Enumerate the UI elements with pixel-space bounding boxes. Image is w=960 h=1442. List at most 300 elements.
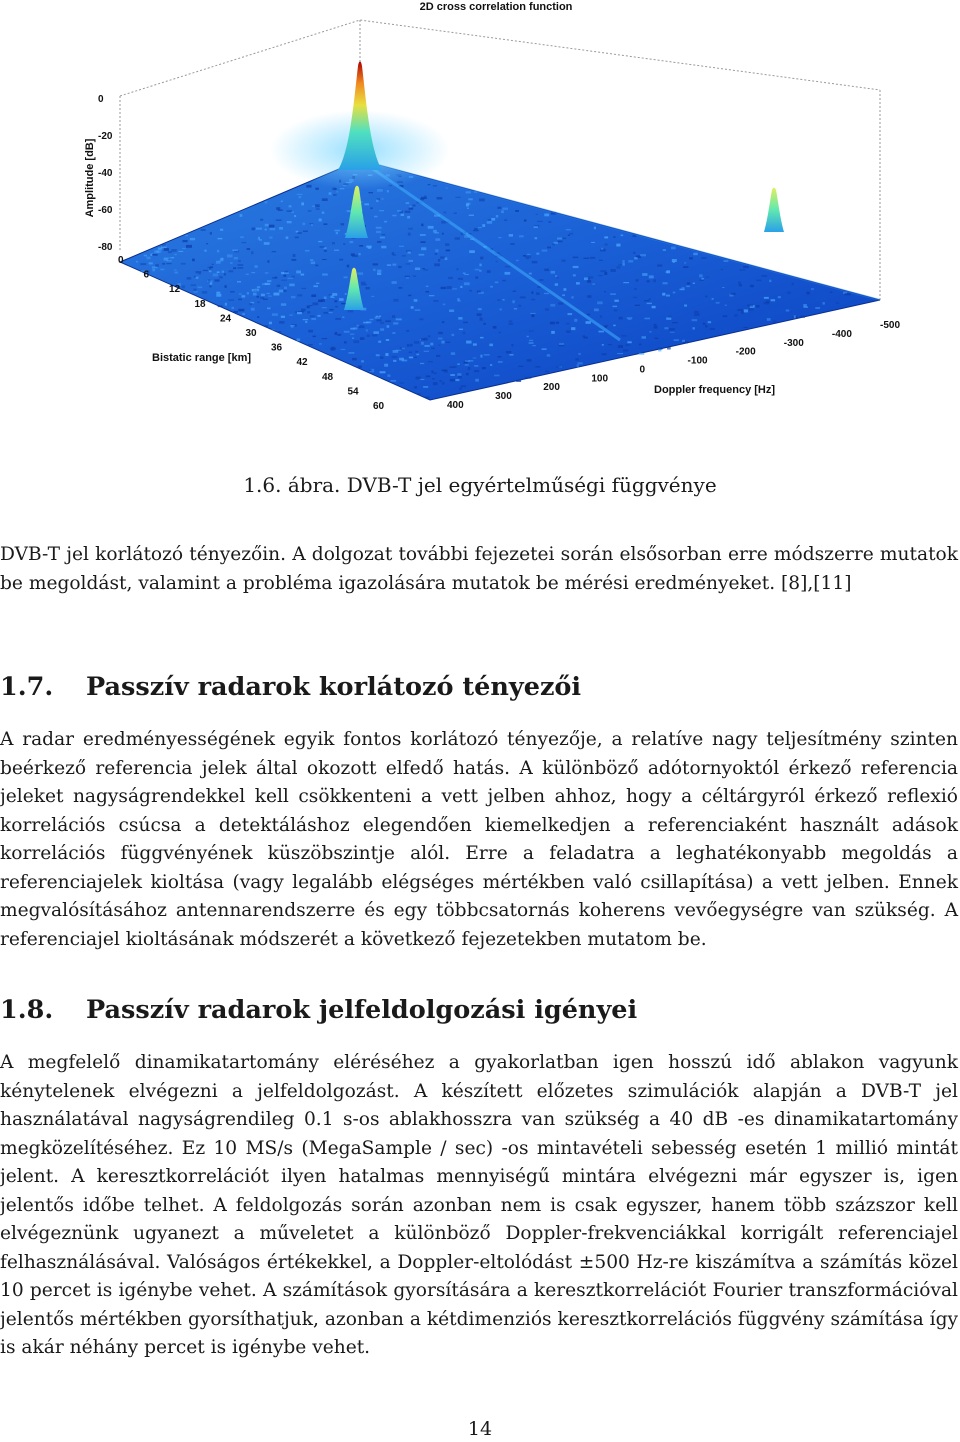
surface-noise [297,194,303,195]
surface-noise [335,306,338,308]
surface-noise [525,377,528,379]
surface-noise [269,225,275,228]
surface-noise [272,313,278,316]
surface-noise [562,294,565,296]
surface-noise [382,198,384,199]
surface-noise [520,296,526,298]
surface-noise [392,332,395,333]
surface-noise [706,277,709,278]
surface-noise [348,352,354,354]
surface-noise [480,317,483,319]
surface-noise [490,286,493,288]
surface-noise [645,318,651,320]
surface-noise [544,293,549,294]
surface-noise [823,302,825,305]
surface-noise [666,295,670,297]
surface-noise [278,331,281,333]
surface-noise [334,250,339,252]
surface-noise [447,286,452,289]
surface-noise [287,211,292,212]
surface-noise [693,253,698,256]
surface-noise [238,309,244,312]
surface-noise [276,207,280,210]
surface-noise [647,303,652,304]
surface-noise [272,277,275,279]
surface-noise [466,203,470,205]
surface-noise [604,325,608,327]
surface-noise [479,199,485,202]
surface-noise [305,250,310,252]
surface-noise [415,351,418,353]
surface-noise [335,230,340,232]
surface-noise [366,246,371,248]
surface-noise [535,237,538,239]
surface-noise [369,370,372,371]
surface-noise [380,357,383,359]
surface-noise [152,269,155,272]
surface-noise [449,310,454,313]
surface-noise [283,275,286,277]
surface-noise [450,379,456,382]
surface-noise [542,348,547,350]
surface-noise [209,267,211,269]
surface-noise [154,251,159,253]
surface-noise [136,261,138,263]
surface-noise [187,277,192,280]
surface-noise [503,299,505,300]
surface-noise [498,356,502,357]
surface-noise [604,291,606,293]
surface-noise [588,276,593,278]
surface-noise [535,366,540,368]
surface-noise [409,208,414,210]
surface-noise [749,308,754,311]
surface-noise [414,299,418,302]
section-number: 1.7. [0,672,54,702]
surface-noise [431,348,435,349]
surface-noise [311,262,315,265]
surface-noise [336,191,338,192]
surface-noise [639,353,645,355]
surface-noise [335,318,341,319]
surface-noise [410,344,413,347]
surface-noise [446,250,450,252]
x-tick-label: 18 [194,298,206,310]
surface-noise [532,261,538,264]
surface-noise [269,237,272,239]
surface-noise [576,282,580,284]
surface-noise [185,235,188,236]
surface-noise [692,319,697,321]
surface-noise [739,284,742,287]
x-tick-label: 42 [296,357,308,369]
surface-noise [489,344,493,347]
surface-noise [529,273,532,275]
surface-noise [259,239,262,241]
surface-noise [468,367,471,370]
surface-noise [255,265,258,267]
surface-noise [376,316,379,317]
surface-noise [155,264,158,267]
surface-noise [281,280,286,281]
surface-noise [257,296,259,298]
surface-noise [657,347,662,350]
surface-noise [635,305,640,306]
section-number: 1.8. [0,995,54,1025]
surface-noise [682,340,685,342]
surface-noise [443,304,446,306]
surface-noise [303,231,308,232]
surface-noise [289,315,293,316]
surface-noise [308,330,313,333]
surface-noise [551,271,555,274]
surface-noise [416,377,421,380]
surface-noise [322,274,328,276]
surface-noise [725,305,727,306]
surface-noise [662,293,665,296]
surface-noise [392,281,397,284]
surface-noise [649,275,654,278]
surface-noise [376,354,380,356]
surface-noise [207,281,213,282]
surface-noise [382,234,386,235]
surface-noise [531,299,535,301]
surface-noise [399,287,403,289]
surface-noise [477,291,481,293]
surface-noise [547,247,551,249]
surface-noise [762,275,768,277]
surface-noise [436,355,440,357]
surface-noise [308,344,312,345]
surface-noise [590,257,595,259]
surface-noise [232,307,235,309]
surface-noise [458,317,462,320]
surface-noise [550,322,555,325]
surface-noise [478,308,482,310]
surface-noise [170,257,174,258]
surface-noise [397,210,402,212]
surface-noise [571,327,575,330]
surface-noise [408,295,411,297]
x-tick-label: 60 [373,401,385,412]
surface-noise [301,309,306,312]
x-tick-label: 48 [322,371,334,383]
surface-noise [539,279,543,281]
surface-noise [267,260,269,262]
surface-noise [613,325,616,327]
surface-noise [602,353,607,355]
surface-noise [421,247,426,250]
surface-noise [514,308,517,309]
surface-noise [559,345,565,346]
surface-noise [433,300,438,301]
surface-noise [474,370,479,372]
surface-noise [387,264,391,265]
surface-noise [407,216,410,219]
surface-noise [181,263,186,265]
surface-noise [414,386,417,388]
surface-noise [530,313,535,314]
surface-noise [480,257,483,260]
surface-noise [350,328,354,330]
surface-noise [380,237,385,239]
surface-noise [307,306,310,309]
surface-noise [385,320,391,322]
surface-noise [640,254,646,256]
surface-noise [318,241,322,242]
surface-noise [239,293,242,294]
surface-noise [431,371,433,374]
surface-noise [281,201,283,202]
surface-noise [556,366,561,368]
surface-noise [233,267,236,269]
surface-noise [669,328,675,330]
y-tick-label: -300 [783,337,804,349]
surface-noise [836,302,840,303]
surface-noise [532,345,536,346]
x-axis-label: Bistatic range [km] [152,352,252,364]
surface-noise [433,185,437,186]
surface-noise [551,331,555,334]
surface-noise [174,269,177,270]
surface-noise [274,293,280,296]
surface-noise [384,221,387,223]
surface-noise [238,264,244,266]
surface-noise [284,287,287,290]
surface-noise [341,349,346,350]
surface-noise [414,357,417,358]
surface-noise [502,280,506,282]
surface-noise [531,291,533,294]
surface-noise [387,325,390,327]
surface-noise [302,288,307,289]
surface-noise [591,242,595,243]
surface-noise [363,322,369,324]
surface-noise [277,285,281,287]
surface-noise [419,318,423,320]
surface-noise [270,228,276,231]
surface-noise [666,270,670,273]
surface-noise [694,311,698,313]
surface-noise [756,280,761,282]
surface-noise [366,287,370,290]
surface-noise [336,232,338,234]
surface-noise [617,353,623,354]
surface-noise [322,259,326,260]
surface-noise [639,344,642,346]
surface-noise [210,232,212,235]
surface-noise [311,318,316,320]
surface-noise [361,284,367,286]
surface-noise [212,264,214,265]
surface-noise [411,306,414,309]
surface-noise [268,296,271,297]
surface-noise [445,188,448,189]
surface-noise [352,358,357,361]
z-tick-label: -60 [98,205,113,216]
surface-noise [206,243,208,244]
surface-noise [370,319,374,320]
surface-noise [409,260,414,262]
surface-noise [563,238,567,240]
surface-noise [385,353,388,356]
surface-noise [613,236,615,238]
surface-noise [303,319,308,320]
surface-noise [536,292,540,295]
surface-noise [555,283,558,286]
surface-noise [465,364,469,366]
surface-noise [586,321,591,324]
surface-noise [708,321,711,323]
surface-noise [269,322,272,325]
surface-noise [605,244,608,246]
surface-noise [428,184,431,185]
surface-noise [475,276,478,279]
surface-noise [160,269,164,271]
surface-noise [361,282,366,285]
surface-noise [488,219,491,220]
surface-noise [731,293,736,295]
surface-noise [445,243,449,246]
surface-noise [278,210,283,211]
surface-noise [311,295,316,298]
surface-noise [324,250,327,251]
surface-noise [284,271,288,273]
surface-noise [265,325,269,327]
surface-noise [257,302,259,303]
surface-noise [792,283,794,286]
surface-noise [556,277,559,278]
surface-noise [251,308,255,311]
section-heading-7 [0,671,581,703]
surface-noise [548,221,551,223]
surface-noise [256,228,262,230]
z-tick-label: -40 [98,168,113,179]
surface-noise [319,343,322,345]
surface-noise [623,350,629,352]
surface-noise [459,329,463,330]
surface-noise [587,280,591,283]
surface-noise [694,313,699,316]
surface-noise [558,302,563,305]
x-tick-label: 0 [118,255,124,266]
surface-noise [573,274,576,276]
y-tick-label: 200 [543,382,560,394]
surface-noise [164,248,169,251]
surface-noise [158,248,162,250]
target-peak-3 [764,188,784,232]
surface-noise [482,367,486,369]
surface-noise [322,307,327,308]
surface-noise [642,273,647,276]
surface-noise [529,331,534,332]
surface-noise [657,265,662,267]
surface-noise [457,373,461,376]
surface-noise [287,221,292,223]
surface-noise [558,241,563,243]
surface-noise [568,313,573,315]
surface-noise [419,254,425,256]
z-ticks [98,94,113,253]
surface-noise [420,199,424,201]
surface-noise [140,263,146,265]
surface-noise [301,274,305,276]
y-tick-label: -100 [687,355,708,367]
surface-noise [509,234,513,237]
surface-noise [573,257,579,259]
surface-noise [483,323,485,325]
surface-noise [571,296,573,298]
surface-noise [314,285,319,287]
surface-noise [317,315,320,317]
surface-noise [316,208,320,209]
surface-noise [756,305,759,307]
surface-noise [504,220,507,222]
surface-noise [257,286,260,288]
surface-noise [474,365,478,367]
surface-noise [509,323,514,325]
surface-noise [479,270,482,272]
surface-noise [497,207,501,209]
surface-noise [377,189,383,192]
surface-noise [642,336,647,339]
surface-noise [311,225,313,226]
surface-noise [217,271,220,273]
surface-noise [357,272,363,275]
surface-noise [421,342,424,345]
surface-noise [286,236,289,239]
surface-noise [516,260,519,261]
surface-noise [778,296,781,298]
surface-noise [350,241,354,243]
surface-noise [376,231,381,233]
surface-noise [279,227,283,230]
surface-noise [413,275,417,276]
surface-noise [510,243,515,244]
surface-noise [262,283,268,285]
surface-noise [162,263,165,265]
surface-noise [292,276,295,278]
surface-noise [371,296,374,297]
surface-noise [496,215,498,218]
surface-noise [275,277,278,279]
surface-noise [655,338,659,339]
surface-noise [622,260,624,263]
y-axis-label: Doppler frequency [Hz] [654,384,776,396]
surface-noise [267,280,271,282]
surface-noise [296,271,301,274]
surface-noise [315,188,319,190]
surface-noise [764,297,769,299]
surface-noise [373,263,378,265]
surface-noise [400,383,404,384]
surface-noise [500,309,502,311]
surface-noise [379,210,384,211]
surface-noise [422,268,425,269]
surface-noise [198,287,203,289]
surface-noise [614,300,618,302]
surface-noise [466,373,469,375]
surface-noise [341,223,345,225]
surface-noise [219,276,223,278]
surface-noise [166,263,171,264]
surface-noise [351,253,355,256]
surface-noise [369,371,374,372]
surface-noise [186,245,192,248]
surface-noise [305,321,307,323]
surface-noise [705,325,708,327]
surface-noise [242,242,247,243]
